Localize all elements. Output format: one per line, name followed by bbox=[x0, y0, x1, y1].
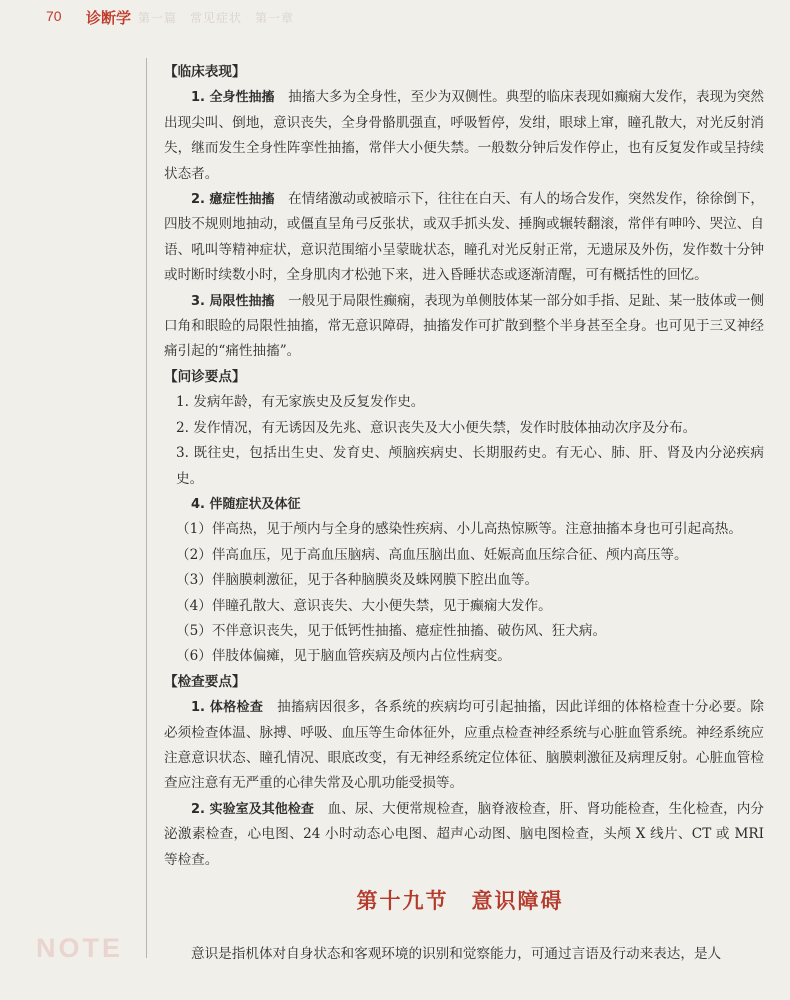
page-header bbox=[0, 0, 790, 36]
paragraph-label: 2. 癔症性抽搐 bbox=[191, 192, 275, 208]
section-title: 第十九节 意识障碍 bbox=[356, 889, 564, 913]
note-logo: NOTE bbox=[36, 933, 124, 963]
book-title: 诊断学 bbox=[86, 9, 132, 27]
paragraph-text: 抽搐大多为全身性，至少为双侧性。典型的临床表现如癫痫大发作，表现为突然出现尖叫、倒地，意识丧失，全身骨骼肌强直，呼吸暂停，发绀，眼球上窜，瞳孔散大，对光反射消失，继而发生全身性阵挛性抽搐，常伴大小便失禁。一般数分钟后发作停止，也有反复发作或呈持续状态者。 bbox=[164, 89, 765, 182]
list-item: （4）伴瞳孔散大、意识丧失、大小便失禁，见于癫痫大发作。 bbox=[176, 597, 552, 614]
section-heading-exam: 【检查要点】 bbox=[164, 673, 246, 690]
bottom-paragraph: 意识是指机体对自身状态和客观环境的识别和觉察能力，可通过言语及行动来表达，是人 bbox=[191, 946, 722, 962]
paragraph bbox=[164, 797, 764, 873]
paragraph-text: 抽搐病因很多，各系统的疾病均可引起抽搐，因此详细的体格检查十分必要。除必须检查体温、脉搏、呼吸、血压等生命体征外，应重点检查神经系统与心脏血管系统。神经系统应注意意识状态、瞳孔情况、眼底改变，有无神经系统定位体征、脑膜刺激征及病理反射。心脏血管检查应注意有无严重的心律失常及心肌功能受损等。 bbox=[164, 699, 764, 792]
paragraph bbox=[164, 695, 764, 797]
paragraph-text: 一般见于局限性癫痫，表现为单侧肢体某一部分如手指、足趾、某一肢体或一侧口角和眼睑的局限性抽搐，常无意识障碍，抽搐发作可扩散到整个半身甚至全身。也可见于三叉神经痛引起的“痛性抽搐”。 bbox=[164, 292, 765, 360]
list-item: （1）伴高热，见于颅内与全身的感染性疾病、小儿高热惊厥等。注意抽搐本身也可引起高热。 bbox=[176, 521, 742, 538]
list-item: （3）伴脑膜刺激征，见于各种脑膜炎及蛛网膜下腔出血等。 bbox=[176, 572, 539, 589]
list-item: 3. 既往史，包括出生史、发育史、颅脑疾病史、长期服药史。有无心、肺、肝、肾及内分泌疾病史。 bbox=[176, 445, 764, 487]
list-item: 2. 发作情况，有无诱因及先兆、意识丧失及大小便失禁，发作时肢体抽动次序及分布。 bbox=[176, 419, 697, 436]
paragraph bbox=[164, 85, 764, 187]
list-item: （2）伴高血压，见于高血压脑病、高血压脑出血、妊娠高血压综合征、颅内高压等。 bbox=[176, 546, 688, 563]
paragraph-label: 1. 体格检查 bbox=[191, 700, 264, 716]
paragraph bbox=[164, 289, 764, 365]
list-item: （6）伴肢体偏瘫，见于脑血管疾病及颅内占位性病变。 bbox=[176, 648, 511, 665]
section-heading-clinical: 【临床表现】 bbox=[164, 64, 246, 80]
list-item: （5）不伴意识丧失，见于低钙性抽搐、癔症性抽搐、破伤风、狂犬病。 bbox=[176, 622, 607, 639]
subheading bbox=[164, 492, 764, 517]
main-content bbox=[164, 60, 764, 873]
subheading-text: 4. 伴随症状及体征 bbox=[191, 496, 301, 512]
chapter-label: 第一篇 常见症状 第一章 bbox=[138, 11, 295, 25]
paragraph-label: 3. 局限性抽搐 bbox=[191, 293, 275, 309]
paragraph bbox=[164, 187, 764, 289]
paragraph-text: 在情绪激动或被暗示下，往往在白天、有人的场合发作，突然发作，徐徐倒下，四肢不规则地抽动，或僵直呈角弓反张状，或双手抓头发、捶胸或辗转翻滚，常伴有呻吟、哭泣、自语、吼叫等精神症状，意识范围缩小呈蒙眬状态，瞳孔对光反射正常，无遗尿及外伤，发作数十分钟或时断时续数小时，全身肌肉才松弛下来，进入昏睡状态或逐渐清醒，可有概括性的回忆。 bbox=[164, 191, 765, 284]
section-heading-inquiry: 【问诊要点】 bbox=[164, 368, 246, 385]
paragraph-label: 1. 全身性抽搐 bbox=[191, 90, 275, 106]
paragraph-label: 2. 实验室及其他检查 bbox=[191, 801, 314, 817]
margin-divider bbox=[146, 58, 147, 958]
paragraph-text: 血、尿、大便常规检查，脑脊液检查，肝、肾功能检查，生化检查，内分泌激素检查，心电图、24 小时动态心电图、超声心动图、脑电图检查，头颅 X 线片、CT 或 MRI 等检查。 bbox=[164, 800, 765, 868]
page-number: 70 bbox=[46, 8, 62, 24]
list-item: 1. 发病年龄，有无家族史及反复发作史。 bbox=[176, 394, 425, 411]
